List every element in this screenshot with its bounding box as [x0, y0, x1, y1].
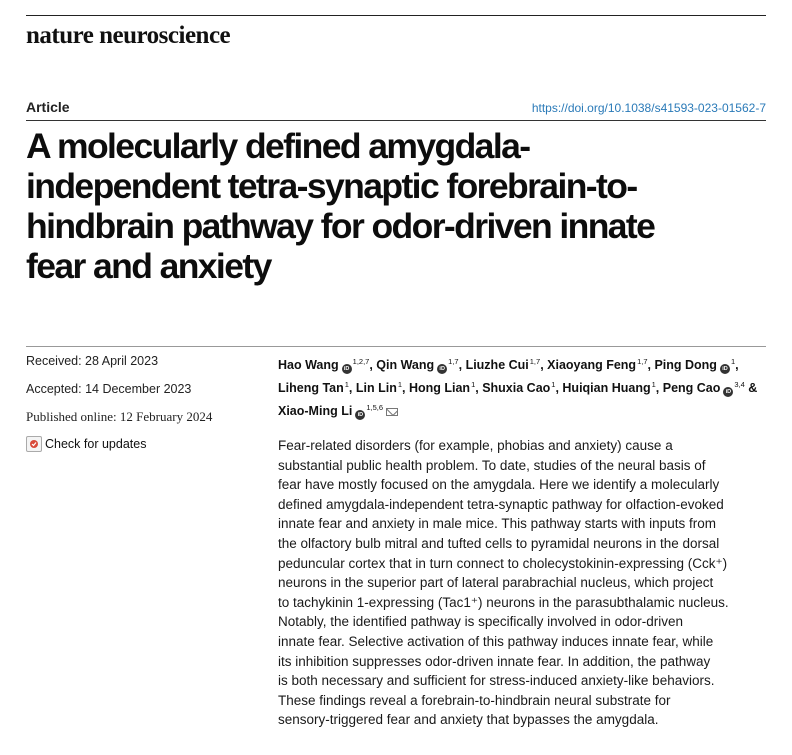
title-line: fear and anxiety	[26, 246, 271, 286]
header-rule	[26, 120, 766, 121]
abstract-line: These findings reveal a forebrain-to-hindbrain neural substrate for	[278, 692, 671, 708]
author: Huiqian Huang$^1$,	[562, 380, 663, 396]
author-name[interactable]: Liheng Tan	[278, 381, 344, 396]
author-name[interactable]: Liuzhe Cui	[465, 358, 529, 373]
abstract-line: peduncular cortex that in turn connect to cholecystokinin-expressing (Cck⁺)	[278, 555, 728, 571]
author	[278, 404, 398, 418]
received-date: Received: 28 April 2023	[26, 354, 159, 368]
affiliation-marker: 1	[651, 380, 656, 390]
orcid-icon[interactable]: iD	[723, 387, 733, 397]
title-line: independent tetra-synaptic forebrain-to-	[26, 166, 637, 206]
title-line: hindbrain pathway for odor-driven innate	[26, 206, 655, 246]
author: Liheng Tan$^1$,	[278, 380, 356, 396]
author-name[interactable]: Xiaoyang Feng	[547, 358, 637, 373]
affiliation-marker: 1	[551, 380, 556, 390]
author: Hong Lian$^1$,	[408, 380, 483, 396]
check-updates-label: Check for updates	[45, 437, 147, 451]
doi-link[interactable]: https://doi.org/10.1038/s41593-023-01562-7	[531, 101, 766, 115]
abstract-line: innate fear. Selective activation of this pathway induces innate fear, while	[278, 633, 714, 649]
abstract-line: is both necessary and sufficient for stress-induced anxiety-like behaviors.	[278, 673, 715, 689]
abstract-line: Fear-related disorders (for example, phobias and anxiety) cause a	[278, 438, 673, 453]
abstract-line: Notably, the identified pathway is specifically involved in odor-driven	[278, 614, 683, 630]
abstract-line: substantial public health problem. To date, studies of the neural basis of	[278, 457, 706, 473]
affiliation-marker: 1	[397, 380, 403, 390]
abstract	[278, 436, 778, 730]
author-name[interactable]: Shuxia Cao	[482, 381, 551, 396]
article-type: Article	[26, 99, 70, 115]
author: Liuzhe Cui$^{1,7}$,	[465, 357, 548, 373]
orcid-icon[interactable]: iD	[437, 364, 447, 374]
published-date: Published online: 12 February 2024	[26, 409, 213, 424]
affiliation-marker: 1	[730, 357, 736, 366]
affiliation-marker: 1,2,7	[352, 357, 370, 366]
abstract-line: fear have mostly focused on the amygdala. Here we identify a molecularly	[278, 477, 720, 493]
meta-rule	[26, 346, 766, 347]
check-updates-button[interactable]	[26, 436, 146, 452]
author-name[interactable]: Xiao-Ming Li	[278, 404, 353, 419]
author-name[interactable]: Hao Wang	[278, 358, 339, 373]
author: Peng Cao iD$^{3,4}$ &	[662, 380, 758, 396]
abstract-line: defined amygdala-independent tetra-synaptic pathway for olfaction-evoked	[278, 496, 724, 512]
author-name[interactable]: Qin Wang	[376, 358, 435, 373]
check-updates-icon	[26, 436, 42, 452]
article-title	[26, 126, 766, 286]
orcid-icon[interactable]: iD	[342, 364, 352, 374]
author: Shuxia Cao$^1$,	[482, 380, 563, 396]
author-list	[278, 352, 768, 421]
author-name[interactable]: Peng Cao	[662, 381, 721, 396]
author-name[interactable]: Hong Lian	[408, 381, 471, 396]
author: Hao Wang iD$^{1,2,7}$,	[278, 357, 377, 373]
affiliation-marker: 1	[471, 380, 476, 390]
orcid-icon[interactable]: iD	[720, 364, 730, 374]
abstract-line: neurons in the superior part of lateral parabrachial nucleus, which project	[278, 575, 714, 591]
abstract-line: innate fear and anxiety in male mice. This pathway starts with inputs from	[278, 516, 716, 532]
author-name[interactable]: Ping Dong	[654, 358, 717, 373]
affiliation-marker: 1	[344, 380, 349, 390]
author-name[interactable]: Huiqian Huang	[562, 381, 651, 396]
author: Xiaoyang Feng$^{1,7}$,	[547, 357, 655, 373]
title-line: A molecularly defined amygdala-	[26, 126, 530, 166]
orcid-icon[interactable]: iD	[355, 410, 365, 420]
author: Qin Wang iD$^{1,7}$,	[376, 357, 466, 373]
affiliation-marker: 3,4	[734, 380, 745, 390]
author: Ping Dong $iD^1$,	[654, 357, 739, 373]
affiliation-marker: 1,7	[448, 357, 459, 366]
email-icon[interactable]	[386, 408, 398, 416]
author: Lin Lin$^1$,	[355, 380, 409, 396]
abstract-line: sensory-triggered fear and anxiety that bypasses the amygdala.	[278, 712, 659, 728]
abstract-line: to tachykinin 1-expressing (Tac1⁺) neurons in the parasubthalamic nucleus.	[278, 594, 729, 610]
affiliation-marker: 1,5,6	[366, 403, 383, 413]
accepted-date: Accepted: 14 December 2023	[26, 382, 192, 396]
journal-name: nature neuroscience	[26, 22, 231, 49]
affiliation-marker: 1,7	[529, 357, 541, 366]
article-dates	[26, 353, 266, 437]
abstract-line: the olfactory bulb mitral and tufted cells to pyramidal neurons in the dorsal	[278, 535, 720, 551]
affiliation-marker: 1,7	[637, 357, 648, 366]
top-rule	[26, 15, 766, 16]
abstract-line: its inhibition suppresses odor-driven innate fear. In addition, the pathway	[278, 653, 711, 669]
author-name[interactable]: Lin Lin	[355, 381, 397, 396]
